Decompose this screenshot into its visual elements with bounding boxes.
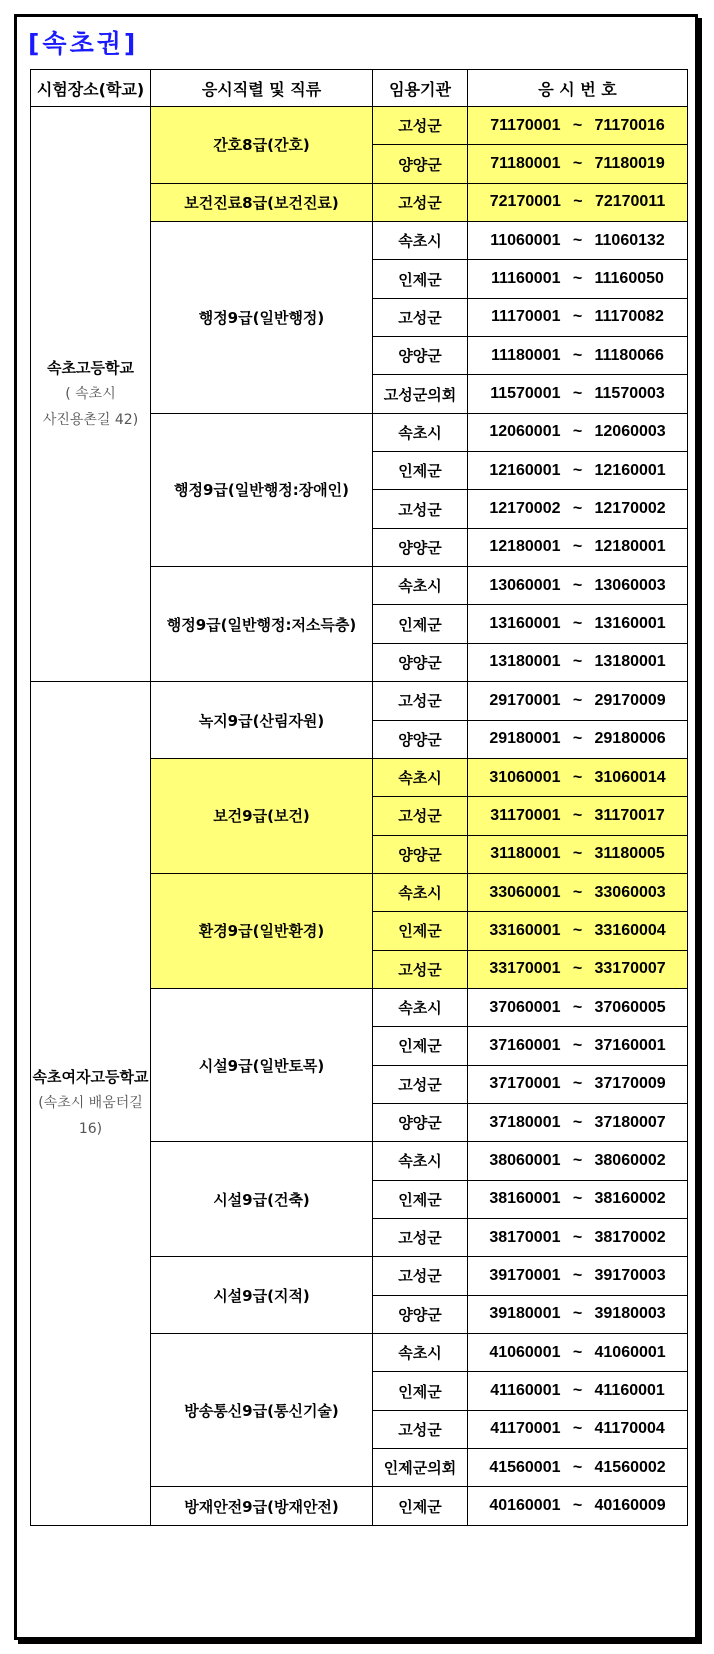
range-separator: ~ xyxy=(573,193,583,211)
range-end: 37160001 xyxy=(594,1036,666,1054)
exam-number-range-cell xyxy=(468,797,688,835)
position-cell: 환경9급(일반환경) xyxy=(151,873,373,988)
range-separator: ~ xyxy=(572,1113,583,1131)
range-end: 33160004 xyxy=(594,921,666,939)
agency-cell: 고성군 xyxy=(373,107,468,145)
range-start: 31060001 xyxy=(489,768,561,786)
agency-cell: 양양군 xyxy=(373,643,468,681)
range-start: 12060001 xyxy=(489,423,561,441)
exam-number-range-cell xyxy=(468,107,688,145)
school-address-line1: (속초시 배움터길 xyxy=(38,1095,143,1112)
range-separator: ~ xyxy=(572,1266,583,1284)
agency-cell: 인제군 xyxy=(373,452,468,490)
range-separator: ~ xyxy=(572,1036,583,1054)
exam-number-range-cell xyxy=(468,912,688,950)
agency-cell: 속초시 xyxy=(373,413,468,451)
range-end: 71170016 xyxy=(594,116,665,134)
range-separator: ~ xyxy=(572,921,583,939)
range-end: 41560002 xyxy=(594,1458,666,1476)
range-end: 13160001 xyxy=(594,615,666,633)
position-cell: 보건진료8급(보건진료) xyxy=(151,183,373,221)
agency-cell: 인제군 xyxy=(373,912,468,950)
range-separator: ~ xyxy=(572,1497,583,1515)
range-separator: ~ xyxy=(572,461,583,479)
exam-number-range-cell xyxy=(468,682,688,720)
range-separator: ~ xyxy=(572,1228,583,1246)
exam-number-range-cell xyxy=(468,1065,688,1103)
agency-cell: 양양군 xyxy=(373,145,468,183)
exam-number-range-cell xyxy=(468,1295,688,1333)
range-end: 12180001 xyxy=(594,538,666,556)
position-cell: 행정9급(일반행정:저소득층) xyxy=(151,567,373,682)
exam-number-range-cell xyxy=(468,222,688,260)
header-venue: 시험장소(학교) xyxy=(31,70,151,107)
range-end: 29170009 xyxy=(594,691,666,709)
range-separator: ~ xyxy=(572,806,583,824)
range-start: 33060001 xyxy=(489,883,561,901)
exam-number-range-cell xyxy=(468,375,688,413)
range-start: 37170001 xyxy=(489,1075,561,1093)
agency-cell: 인제군 xyxy=(373,1487,468,1525)
exam-number-range-cell xyxy=(468,260,688,298)
range-separator: ~ xyxy=(572,1305,583,1323)
position-cell: 방재안전9급(방재안전) xyxy=(151,1487,373,1525)
range-start: 11170001 xyxy=(491,308,561,326)
exam-number-range-cell xyxy=(468,1142,688,1180)
agency-cell: 속초시 xyxy=(373,222,468,260)
exam-number-range-cell xyxy=(468,1180,688,1218)
range-separator: ~ xyxy=(572,116,583,134)
range-start: 12170002 xyxy=(489,500,561,518)
range-end: 41160001 xyxy=(594,1382,665,1400)
range-end: 37180007 xyxy=(594,1113,666,1131)
agency-cell: 속초시 xyxy=(373,567,468,605)
range-start: 37180001 xyxy=(489,1113,561,1131)
exam-number-range-cell xyxy=(468,1218,688,1256)
position-cell: 보건9급(보건) xyxy=(151,758,373,873)
range-end: 33170007 xyxy=(594,960,666,978)
range-start: 33160001 xyxy=(489,921,561,939)
range-end: 11180066 xyxy=(594,346,664,364)
exam-number-range-cell xyxy=(468,835,688,873)
agency-cell: 양양군 xyxy=(373,720,468,758)
exam-number-range-cell xyxy=(468,873,688,911)
exam-number-range-cell xyxy=(468,413,688,451)
range-end: 31180005 xyxy=(594,845,665,863)
range-start: 11570001 xyxy=(490,385,561,403)
header-position: 응시직렬 및 직류 xyxy=(151,70,373,107)
school-name: 속초고등학교 xyxy=(47,359,134,378)
exam-number-range-cell xyxy=(468,528,688,566)
exam-number-range-cell xyxy=(468,145,688,183)
agency-cell: 양양군 xyxy=(373,1295,468,1333)
exam-number-table xyxy=(30,69,688,1526)
range-start: 12180001 xyxy=(489,538,561,556)
header-agency: 임용기관 xyxy=(373,70,468,107)
range-separator: ~ xyxy=(572,346,583,364)
position-cell: 시설9급(건축) xyxy=(151,1142,373,1257)
range-end: 11160050 xyxy=(594,270,664,288)
exam-number-range-cell xyxy=(468,758,688,796)
exam-number-range-cell xyxy=(468,183,688,221)
range-start: 11160001 xyxy=(491,270,561,288)
exam-number-range-cell xyxy=(468,298,688,336)
school-address-line2: 사진용촌길 42) xyxy=(42,412,139,429)
agency-cell: 고성군 xyxy=(373,490,468,528)
position-cell: 간호8급(간호) xyxy=(151,107,373,184)
range-start: 41060001 xyxy=(489,1343,561,1361)
range-separator: ~ xyxy=(572,998,583,1016)
range-end: 39180003 xyxy=(594,1305,666,1323)
position-cell: 행정9급(일반행정) xyxy=(151,222,373,414)
exam-number-range-cell xyxy=(468,1487,688,1525)
range-separator: ~ xyxy=(572,1343,583,1361)
venue-cell xyxy=(31,107,151,682)
range-end: 41170004 xyxy=(594,1420,665,1438)
range-end: 12060003 xyxy=(594,423,666,441)
range-separator: ~ xyxy=(572,768,583,786)
agency-cell: 고성군 xyxy=(373,1410,468,1448)
exam-number-range-cell xyxy=(468,567,688,605)
agency-cell: 인제군 xyxy=(373,1027,468,1065)
agency-cell: 인제군 xyxy=(373,260,468,298)
agency-cell: 인제군의회 xyxy=(373,1449,468,1487)
range-start: 11060001 xyxy=(490,231,561,249)
range-separator: ~ xyxy=(572,576,583,594)
range-end: 31060014 xyxy=(594,768,666,786)
range-end: 33060003 xyxy=(594,883,666,901)
agency-cell: 양양군 xyxy=(373,835,468,873)
range-end: 12170002 xyxy=(594,500,666,518)
range-start: 33170001 xyxy=(489,960,561,978)
exam-number-range-cell xyxy=(468,1027,688,1065)
exam-number-range-cell xyxy=(468,643,688,681)
range-separator: ~ xyxy=(572,845,583,863)
agency-cell: 속초시 xyxy=(373,758,468,796)
range-separator: ~ xyxy=(572,500,583,518)
range-end: 11060132 xyxy=(594,231,665,249)
position-cell: 시설9급(지적) xyxy=(151,1257,373,1334)
agency-cell: 속초시 xyxy=(373,988,468,1026)
range-separator: ~ xyxy=(572,1190,583,1208)
range-end: 13180001 xyxy=(594,653,666,671)
range-separator: ~ xyxy=(572,270,583,288)
range-separator: ~ xyxy=(572,1458,583,1476)
exam-number-range-cell xyxy=(468,988,688,1026)
range-separator: ~ xyxy=(572,155,583,173)
agency-cell: 고성군 xyxy=(373,183,468,221)
agency-cell: 인제군 xyxy=(373,1180,468,1218)
range-separator: ~ xyxy=(572,615,583,633)
range-start: 40160001 xyxy=(489,1497,561,1515)
range-start: 41170001 xyxy=(490,1420,561,1438)
range-start: 38170001 xyxy=(489,1228,561,1246)
range-start: 71170001 xyxy=(490,116,561,134)
school-name: 속초여자고등학교 xyxy=(32,1068,149,1087)
table-row xyxy=(31,682,688,720)
range-start: 38060001 xyxy=(489,1151,561,1169)
range-separator: ~ xyxy=(572,691,583,709)
range-start: 31170001 xyxy=(490,806,561,824)
school-address-line2: 16) xyxy=(78,1121,103,1138)
range-end: 11170082 xyxy=(594,308,664,326)
exam-number-range-cell xyxy=(468,1449,688,1487)
range-separator: ~ xyxy=(572,960,583,978)
table-row xyxy=(31,107,688,145)
range-start: 71180001 xyxy=(490,155,561,173)
page-title: [속초권] xyxy=(28,29,139,58)
exam-number-range-cell xyxy=(468,1372,688,1410)
range-end: 37170009 xyxy=(594,1075,666,1093)
agency-cell: 속초시 xyxy=(373,1142,468,1180)
agency-cell: 고성군의회 xyxy=(373,375,468,413)
range-start: 72170001 xyxy=(489,193,561,211)
range-end: 39170003 xyxy=(594,1266,666,1284)
agency-cell: 양양군 xyxy=(373,528,468,566)
range-end: 37060005 xyxy=(594,998,666,1016)
agency-cell: 고성군 xyxy=(373,1065,468,1103)
agency-cell: 고성군 xyxy=(373,1218,468,1256)
range-start: 41560001 xyxy=(489,1458,561,1476)
range-separator: ~ xyxy=(572,308,583,326)
range-start: 39170001 xyxy=(489,1266,561,1284)
exam-number-range-cell xyxy=(468,950,688,988)
exam-number-range-cell xyxy=(468,1257,688,1295)
range-end: 12160001 xyxy=(594,461,666,479)
exam-number-range-cell xyxy=(468,1103,688,1141)
range-end: 41060001 xyxy=(594,1343,666,1361)
range-separator: ~ xyxy=(572,1382,583,1400)
range-end: 71180019 xyxy=(594,155,665,173)
agency-cell: 속초시 xyxy=(373,873,468,911)
range-start: 13060001 xyxy=(489,576,561,594)
agency-cell: 고성군 xyxy=(373,682,468,720)
range-start: 13160001 xyxy=(489,615,561,633)
agency-cell: 고성군 xyxy=(373,298,468,336)
range-end: 72170011 xyxy=(594,193,666,211)
school-address-line1: ( 속초시 xyxy=(65,386,116,403)
range-separator: ~ xyxy=(572,653,583,671)
exam-number-range-cell xyxy=(468,1334,688,1372)
table-body xyxy=(31,107,688,1526)
agency-cell: 고성군 xyxy=(373,1257,468,1295)
range-separator: ~ xyxy=(572,730,583,748)
venue-cell xyxy=(31,682,151,1526)
range-start: 37160001 xyxy=(489,1036,561,1054)
exam-number-range-cell xyxy=(468,605,688,643)
exam-number-range-cell xyxy=(468,1410,688,1448)
range-start: 29180001 xyxy=(489,730,561,748)
range-end: 13060003 xyxy=(594,576,666,594)
position-cell: 시설9급(일반토목) xyxy=(151,988,373,1141)
range-end: 40160009 xyxy=(594,1497,666,1515)
range-start: 12160001 xyxy=(489,461,561,479)
agency-cell: 인제군 xyxy=(373,1372,468,1410)
range-separator: ~ xyxy=(572,883,583,901)
range-end: 38160002 xyxy=(594,1190,666,1208)
range-start: 37060001 xyxy=(489,998,561,1016)
range-start: 38160001 xyxy=(489,1190,561,1208)
range-start: 13180001 xyxy=(489,653,561,671)
range-separator: ~ xyxy=(572,1075,583,1093)
range-separator: ~ xyxy=(572,385,583,403)
range-start: 31180001 xyxy=(490,845,561,863)
agency-cell: 인제군 xyxy=(373,605,468,643)
range-start: 29170001 xyxy=(489,691,561,709)
range-end: 38060002 xyxy=(594,1151,666,1169)
agency-cell: 양양군 xyxy=(373,1103,468,1141)
position-cell: 행정9급(일반행정:장애인) xyxy=(151,413,373,566)
range-end: 31170017 xyxy=(594,806,665,824)
range-end: 38170002 xyxy=(594,1228,666,1246)
agency-cell: 양양군 xyxy=(373,337,468,375)
range-separator: ~ xyxy=(572,1151,583,1169)
range-start: 11180001 xyxy=(491,346,561,364)
range-end: 11570003 xyxy=(594,385,665,403)
range-start: 41160001 xyxy=(490,1382,561,1400)
range-separator: ~ xyxy=(572,231,583,249)
position-cell: 방송통신9급(통신기술) xyxy=(151,1334,373,1487)
header-number: 응 시 번 호 xyxy=(468,70,688,107)
exam-number-range-cell xyxy=(468,490,688,528)
range-start: 39180001 xyxy=(489,1305,561,1323)
range-separator: ~ xyxy=(572,538,583,556)
exam-number-range-cell xyxy=(468,337,688,375)
range-separator: ~ xyxy=(572,1420,583,1438)
position-cell: 녹지9급(산림자원) xyxy=(151,682,373,759)
range-end: 29180006 xyxy=(594,730,666,748)
exam-number-range-cell xyxy=(468,452,688,490)
range-separator: ~ xyxy=(572,423,583,441)
agency-cell: 고성군 xyxy=(373,950,468,988)
agency-cell: 고성군 xyxy=(373,797,468,835)
table-header-row xyxy=(31,70,688,107)
agency-cell: 속초시 xyxy=(373,1334,468,1372)
exam-number-range-cell xyxy=(468,720,688,758)
